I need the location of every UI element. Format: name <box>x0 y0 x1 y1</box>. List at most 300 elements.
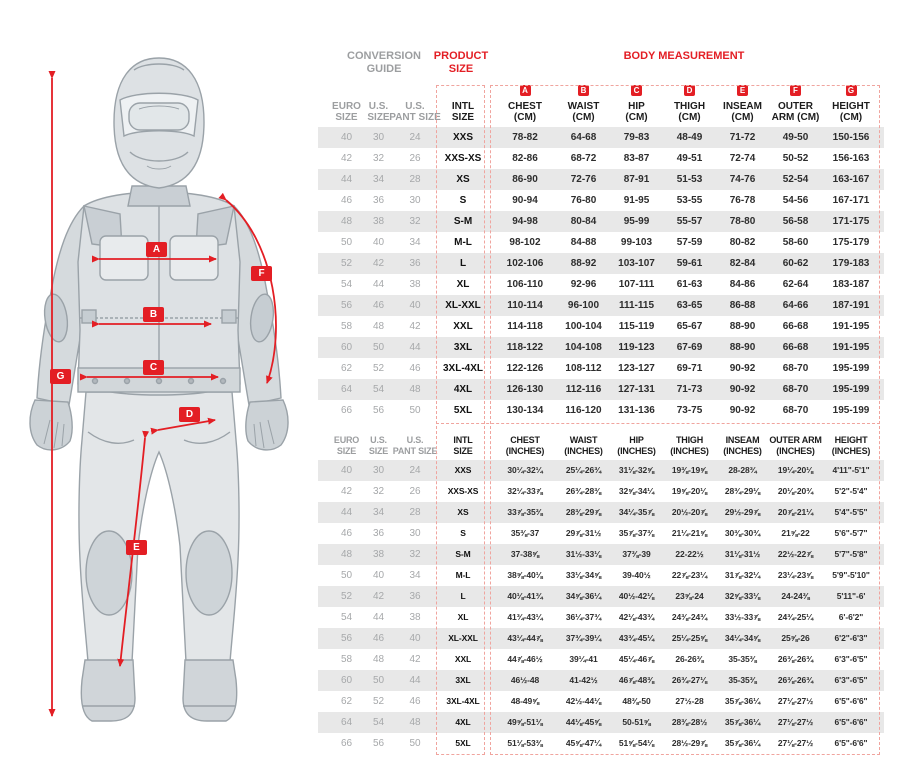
cell-intl-size: S-M <box>455 549 471 559</box>
cell-waist: 39¼-41 <box>569 654 598 664</box>
cell-us-pant-size: 30 <box>409 195 421 206</box>
cell-intl-size: XXS-XS <box>447 486 479 496</box>
cell-waist: 108-112 <box>565 363 602 374</box>
cell-us-pant-size: 26 <box>409 486 421 497</box>
header-line: (INCHES) <box>670 446 709 456</box>
cell-thigh: 69-71 <box>676 363 703 374</box>
cell-us-size: 52 <box>373 696 384 707</box>
cell-us-pant-size: 32 <box>409 216 421 227</box>
cell-height: 195-199 <box>832 384 870 395</box>
cell-us-pant-size: 36 <box>409 258 421 269</box>
marker-f-outer-arm: F <box>251 266 272 281</box>
cell-outer-arm: 26⅜-26¾ <box>777 654 814 664</box>
cell-height: 183-187 <box>832 279 870 290</box>
cell-chest: 37-38⅝ <box>510 549 540 559</box>
cell-outer-arm: 20⅞-21¼ <box>777 507 814 517</box>
cell-intl-size: L <box>459 258 467 269</box>
cell-height: 179-183 <box>832 258 870 269</box>
header-line: EURO <box>332 101 361 112</box>
cell-us-pant-size: 38 <box>409 279 421 290</box>
table-row <box>318 460 884 481</box>
figure-pants <box>79 392 239 662</box>
cell-height: 6'-6'2" <box>838 612 864 622</box>
cell-thigh: 19⅝-20⅛ <box>671 486 708 496</box>
inches-table-body <box>318 460 884 754</box>
header-line: OUTER <box>778 101 813 112</box>
header-line: HEIGHT <box>834 435 868 445</box>
cell-inseam: 33½-33⅞ <box>724 612 761 622</box>
cell-height: 156-163 <box>832 153 870 164</box>
table-row <box>318 127 884 148</box>
cell-thigh: 59-61 <box>676 258 703 269</box>
size-tables <box>318 0 884 782</box>
marker-d-thigh: D <box>179 407 200 422</box>
cell-us-pant-size: 26 <box>409 153 421 164</box>
cell-us-pant-size: 46 <box>409 363 421 374</box>
product-size-title: PRODUCT SIZE <box>433 50 489 75</box>
cell-inseam: 35⅞-36¼ <box>724 717 761 727</box>
cell-outer-arm: 68-70 <box>782 384 809 395</box>
cell-waist: 88-92 <box>570 258 597 269</box>
cell-us-size: 48 <box>373 654 384 665</box>
cell-chest: 118-122 <box>506 342 544 353</box>
gap-spacer <box>485 423 493 459</box>
cell-waist: 29⅞-31½ <box>565 528 602 538</box>
cell-hip: 127-131 <box>618 384 655 395</box>
cell-waist: 96-100 <box>567 300 600 311</box>
cell-height: 5'2"-5'4" <box>834 486 868 496</box>
cell-waist: 36¼-37¾ <box>565 612 602 622</box>
cell-us-pant-size: 30 <box>409 528 421 539</box>
cell-outer-arm: 66-68 <box>782 321 809 332</box>
cell-chest: 90-94 <box>512 195 538 206</box>
header-us-size <box>363 423 394 459</box>
cell-hip: 123-127 <box>618 363 655 374</box>
cell-chest: 43¼-44⅞ <box>507 633 543 643</box>
cell-thigh: 65-67 <box>676 321 703 332</box>
cell-inseam: 88-90 <box>729 342 756 353</box>
cell-intl-size: XL <box>457 612 469 622</box>
cell-waist: 72-76 <box>570 174 597 185</box>
cell-height: 5'7"-5'8" <box>834 549 868 559</box>
cell-euro-size: 48 <box>341 549 352 560</box>
table-row <box>318 169 884 190</box>
cell-chest: 130-134 <box>506 405 544 416</box>
cell-us-pant-size: 34 <box>409 237 421 248</box>
cell-euro-size: 44 <box>341 507 352 518</box>
cell-thigh: 48-49 <box>676 132 703 143</box>
figure-left-boot <box>81 660 135 721</box>
cell-us-pant-size: 28 <box>409 507 421 518</box>
cell-chest: 106-110 <box>506 279 544 290</box>
cell-chest: 32¼-33⅞ <box>507 486 543 496</box>
cell-euro-size: 56 <box>340 300 353 311</box>
cell-euro-size: 42 <box>340 153 353 164</box>
cell-hip: 83-87 <box>623 153 650 164</box>
cell-hip: 131-136 <box>618 405 655 416</box>
header-outer-arm <box>769 423 822 459</box>
header-line: (INCHES) <box>723 446 762 456</box>
cell-intl-size: 3XL-4XL <box>442 363 483 374</box>
header-line: INSEAM <box>725 435 760 445</box>
table-row <box>318 481 884 502</box>
cell-waist: 92-96 <box>570 279 597 290</box>
header-line: (CM) <box>513 112 537 123</box>
cell-intl-size: XXS <box>452 132 473 143</box>
cell-outer-arm: 22½-22⅞ <box>777 549 814 559</box>
cell-us-size: 36 <box>373 528 384 539</box>
cell-thigh: 49-51 <box>676 153 703 164</box>
header-line: (CM) <box>731 112 754 123</box>
cell-us-pant-size: 32 <box>409 549 421 560</box>
cell-us-pant-size: 50 <box>409 738 421 749</box>
cell-euro-size: 52 <box>340 258 353 269</box>
header-line: INTL <box>453 435 473 445</box>
cell-waist: 45⅝-47¼ <box>565 738 602 748</box>
cell-waist: 25¼-26¾ <box>565 465 602 475</box>
cell-outer-arm: 24-24⅜ <box>781 591 810 601</box>
cell-hip: 99-103 <box>620 237 653 248</box>
inches-table-header <box>318 423 884 459</box>
header-line: SIZE <box>453 446 473 456</box>
cell-inseam: 34¼-34⅝ <box>724 633 761 643</box>
table-row <box>318 733 884 754</box>
table-row <box>318 232 884 253</box>
cell-thigh: 24⅜-24¾ <box>671 612 708 622</box>
header-line: INSEAM <box>723 101 762 112</box>
cell-chest: 46½-48 <box>510 675 540 685</box>
cell-outer-arm: 27⅛-27½ <box>777 717 814 727</box>
cell-thigh: 20½-20⅞ <box>671 507 708 517</box>
cell-thigh: 22-22½ <box>675 549 704 559</box>
table-row <box>318 544 884 565</box>
cell-intl-size: 3XL <box>455 675 471 685</box>
cell-hip: 91-95 <box>623 195 650 206</box>
cell-outer-arm: 20⅛-20¾ <box>777 486 814 496</box>
header-line: HIP <box>629 435 644 445</box>
cell-inseam: 35⅞-36¼ <box>724 696 761 706</box>
cell-waist: 116-120 <box>565 405 602 416</box>
cell-hip: 39-40½ <box>622 570 651 580</box>
header-line: CHEST <box>508 101 542 112</box>
header-line: CHEST <box>510 435 540 445</box>
cell-hip: 115-119 <box>618 321 655 332</box>
cell-euro-size: 52 <box>341 591 352 602</box>
badge-f: F <box>790 85 801 96</box>
header-height <box>822 84 880 125</box>
cell-outer-arm: 60-62 <box>782 258 809 269</box>
header-line: U.S. <box>405 101 425 112</box>
cell-intl-size: XS <box>457 507 469 517</box>
cell-thigh: 55-57 <box>676 216 703 227</box>
cell-waist: 34⅝-36¼ <box>565 591 602 601</box>
table-row <box>318 586 884 607</box>
cell-chest: 33⅞-35⅜ <box>507 507 543 517</box>
cell-inseam: 82-84 <box>729 258 756 269</box>
cell-waist: 100-104 <box>565 321 602 332</box>
cell-height: 6'5"-6'6" <box>834 717 868 727</box>
header-line: PANT SIZE <box>389 112 441 123</box>
header-line: SIZE <box>367 112 390 123</box>
cell-euro-size: 66 <box>340 405 353 416</box>
table-row <box>318 565 884 586</box>
header-line: (INCHES) <box>564 446 603 456</box>
marker-c-hip: C <box>143 360 164 375</box>
cell-inseam: 35-35⅜ <box>728 675 757 685</box>
table-row <box>318 295 884 316</box>
cell-us-size: 30 <box>373 465 384 476</box>
header-line: (INCHES) <box>776 446 815 456</box>
cell-us-pant-size: 46 <box>409 696 421 707</box>
header-line: (CM) <box>678 112 701 123</box>
cell-us-size: 42 <box>372 258 385 269</box>
badge-d: D <box>684 85 695 96</box>
cell-outer-arm: 50-52 <box>782 153 809 164</box>
gap-spacer <box>485 84 493 125</box>
cell-height: 175-179 <box>832 237 870 248</box>
cell-thigh: 71-73 <box>676 384 703 395</box>
cell-height: 163-167 <box>832 174 870 185</box>
badge-c: C <box>631 85 642 96</box>
header-line: (INCHES) <box>505 446 545 456</box>
cell-hip: 46⅞-48⅜ <box>618 675 655 685</box>
badge-g: G <box>846 85 857 96</box>
marker-e-inseam: E <box>126 540 147 555</box>
cell-euro-size: 66 <box>341 738 352 749</box>
cell-inseam: 78-80 <box>729 216 756 227</box>
header-line: SIZE <box>368 446 389 456</box>
cell-intl-size: XXL <box>453 321 473 332</box>
table-row <box>318 316 884 337</box>
cell-height: 6'3"-6'5" <box>834 675 868 685</box>
cell-chest: 41¾-43¼ <box>507 612 543 622</box>
cell-intl-size: XL-XXL <box>445 300 481 311</box>
cell-chest: 40⅛-41¾ <box>507 591 543 601</box>
header-line: HEIGHT <box>832 101 870 112</box>
header-line: (INCHES) <box>617 446 656 456</box>
cell-us-pant-size: 24 <box>409 465 421 476</box>
cell-chest: 122-126 <box>506 363 544 374</box>
header-line: (CM) <box>572 112 595 123</box>
cell-waist: 26¾-28⅜ <box>565 486 602 496</box>
cell-chest: 30¼-32¼ <box>507 465 543 475</box>
cell-euro-size: 44 <box>340 174 353 185</box>
cell-waist: 80-84 <box>570 216 597 227</box>
cell-height: 195-199 <box>832 405 870 416</box>
cell-hip: 107-111 <box>618 279 655 290</box>
cell-us-size: 34 <box>373 507 384 518</box>
cell-hip: 43¾-45¼ <box>618 633 655 643</box>
cell-outer-arm: 26⅜-26¾ <box>777 675 814 685</box>
table-row <box>318 253 884 274</box>
header-height <box>822 423 880 459</box>
cell-waist: 104-108 <box>565 342 602 353</box>
header-euro-size <box>330 423 363 459</box>
cell-height: 6'2"-6'3" <box>834 633 868 643</box>
header-inseam <box>716 423 769 459</box>
header-line: (CM) <box>839 112 863 123</box>
cell-us-pant-size: 48 <box>409 384 421 395</box>
cell-us-size: 44 <box>372 279 385 290</box>
cell-inseam: 86-88 <box>729 300 756 311</box>
cell-inseam: 88-90 <box>729 321 756 332</box>
cell-chest: 98-102 <box>509 237 541 248</box>
badge-b: B <box>578 85 589 96</box>
cell-us-size: 52 <box>372 363 385 374</box>
cell-height: 187-191 <box>832 300 870 311</box>
strip-spacer <box>318 84 330 125</box>
header-line: SIZE <box>335 112 358 123</box>
cell-us-size: 54 <box>372 384 385 395</box>
header-outer-arm <box>769 84 822 125</box>
cell-chest: 35⅜-37 <box>510 528 540 538</box>
header-line: SIZE <box>451 112 475 123</box>
cell-us-size: 32 <box>372 153 385 164</box>
header-us-pant-size <box>394 423 436 459</box>
cell-height: 5'6"-5'7" <box>834 528 868 538</box>
cell-waist: 28⅜-29⅞ <box>565 507 602 517</box>
marker-a-chest: A <box>146 242 167 257</box>
header-line: THIGH <box>676 435 703 445</box>
cell-inseam: 35-35⅜ <box>728 654 757 664</box>
cell-hip: 35⅞-37⅜ <box>618 528 655 538</box>
figure-left-glove <box>30 400 72 450</box>
cell-thigh: 53-55 <box>676 195 703 206</box>
cell-us-pant-size: 44 <box>409 675 421 686</box>
cell-hip: 111-115 <box>618 300 655 311</box>
cell-us-size: 46 <box>372 300 385 311</box>
header-chest <box>493 423 557 459</box>
cell-chest: 48-49⅝ <box>510 696 540 706</box>
header-us-pant-size <box>389 84 441 125</box>
cell-height: 191-195 <box>832 321 870 332</box>
cell-us-size: 34 <box>372 174 385 185</box>
table-row <box>318 400 884 421</box>
cell-waist: 44⅛-45⅝ <box>565 717 602 727</box>
table-row <box>318 358 884 379</box>
cell-hip: 79-83 <box>623 132 650 143</box>
cell-us-size: 48 <box>372 321 385 332</box>
header-line: SIZE <box>336 446 357 456</box>
header-line: INTL <box>451 101 475 112</box>
cell-intl-size: S <box>460 528 466 538</box>
cell-inseam: 30⅜-30¾ <box>724 528 761 538</box>
cell-inseam: 84-86 <box>729 279 756 290</box>
cell-euro-size: 48 <box>340 216 353 227</box>
cell-euro-size: 40 <box>340 132 353 143</box>
cell-intl-size: S-M <box>453 216 473 227</box>
table-row <box>318 649 884 670</box>
cell-us-pant-size: 44 <box>409 342 421 353</box>
header-waist <box>557 84 610 125</box>
cell-waist: 84-88 <box>570 237 597 248</box>
cell-hip: 42⅛-43¾ <box>618 612 655 622</box>
cell-outer-arm: 24¾-25¼ <box>777 612 814 622</box>
cell-thigh: 28⅜-28½ <box>671 717 708 727</box>
cell-us-pant-size: 40 <box>409 633 421 644</box>
cell-us-pant-size: 40 <box>409 300 421 311</box>
table-row <box>318 190 884 211</box>
header-line: U.S. <box>368 101 389 112</box>
cell-height: 6'3"-6'5" <box>834 654 868 664</box>
cell-hip: 34¼-35⅞ <box>618 507 655 517</box>
cell-euro-size: 62 <box>341 696 352 707</box>
cell-us-size: 54 <box>373 717 384 728</box>
header-hip <box>610 84 663 125</box>
cell-waist: 112-116 <box>565 384 602 395</box>
header-line: ARM (CM) <box>771 112 820 123</box>
cell-us-size: 30 <box>372 132 385 143</box>
cell-us-size: 50 <box>373 675 384 686</box>
cell-outer-arm: 56-58 <box>782 216 809 227</box>
cell-waist: 64-68 <box>570 132 597 143</box>
cell-intl-size: XS <box>456 174 470 185</box>
cell-hip: 103-107 <box>618 258 655 269</box>
cell-outer-arm: 23¼-23⅝ <box>777 570 814 580</box>
cell-intl-size: XXL <box>454 654 472 664</box>
header-euro-size <box>330 84 363 125</box>
cell-waist: 37¾-39¼ <box>565 633 602 643</box>
cell-outer-arm: 62-64 <box>782 279 809 290</box>
cell-inseam: 32⅝-33⅛ <box>724 591 761 601</box>
cell-height: 167-171 <box>832 195 870 206</box>
cell-height: 5'9"-5'10" <box>832 570 870 580</box>
cell-chest: 86-90 <box>512 174 538 185</box>
cell-inseam: 80-82 <box>729 237 756 248</box>
cell-thigh: 57-59 <box>676 237 703 248</box>
cell-inseam: 28-28¾ <box>728 465 757 475</box>
table-row <box>318 148 884 169</box>
cell-thigh: 73-75 <box>676 405 703 416</box>
cell-euro-size: 50 <box>341 570 352 581</box>
cell-hip: 51⅝-54⅛ <box>618 738 655 748</box>
cell-chest: 82-86 <box>512 153 538 164</box>
cell-thigh: 61-63 <box>676 279 703 290</box>
cell-height: 6'5"-6'6" <box>834 738 868 748</box>
table-row <box>318 628 884 649</box>
cell-outer-arm: 19¼-20⅛ <box>777 465 814 475</box>
header-line: WAIST <box>567 101 600 112</box>
cell-hip: 119-123 <box>618 342 655 353</box>
table-row <box>318 607 884 628</box>
cell-hip: 37⅜-39 <box>622 549 651 559</box>
cell-euro-size: 50 <box>340 237 353 248</box>
cell-chest: 78-82 <box>512 132 538 143</box>
cell-outer-arm: 27⅛-27½ <box>777 696 814 706</box>
cell-chest: 51⅛-53⅜ <box>507 738 543 748</box>
cell-us-pant-size: 28 <box>409 174 421 185</box>
table-row <box>318 712 884 733</box>
cell-thigh: 22⅞-23¼ <box>671 570 708 580</box>
header-line: (CM) <box>625 112 648 123</box>
figure-area <box>0 0 318 782</box>
cell-height: 4'11"-5'1" <box>832 465 870 475</box>
cell-inseam: 76-78 <box>729 195 756 206</box>
cell-outer-arm: 49-50 <box>782 132 809 143</box>
table-row <box>318 691 884 712</box>
cell-height: 195-199 <box>832 363 870 374</box>
cell-euro-size: 56 <box>341 633 352 644</box>
cell-thigh: 25¼-25⅝ <box>671 633 708 643</box>
cell-thigh: 27½-28 <box>675 696 704 706</box>
cell-us-size: 46 <box>373 633 384 644</box>
header-intl-size <box>441 423 485 459</box>
cell-euro-size: 60 <box>340 342 353 353</box>
cell-intl-size: 3XL-4XL <box>446 696 480 706</box>
header-chest <box>493 84 557 125</box>
cell-inseam: 90-92 <box>729 384 756 395</box>
cell-inseam: 35⅞-36¼ <box>724 738 761 748</box>
